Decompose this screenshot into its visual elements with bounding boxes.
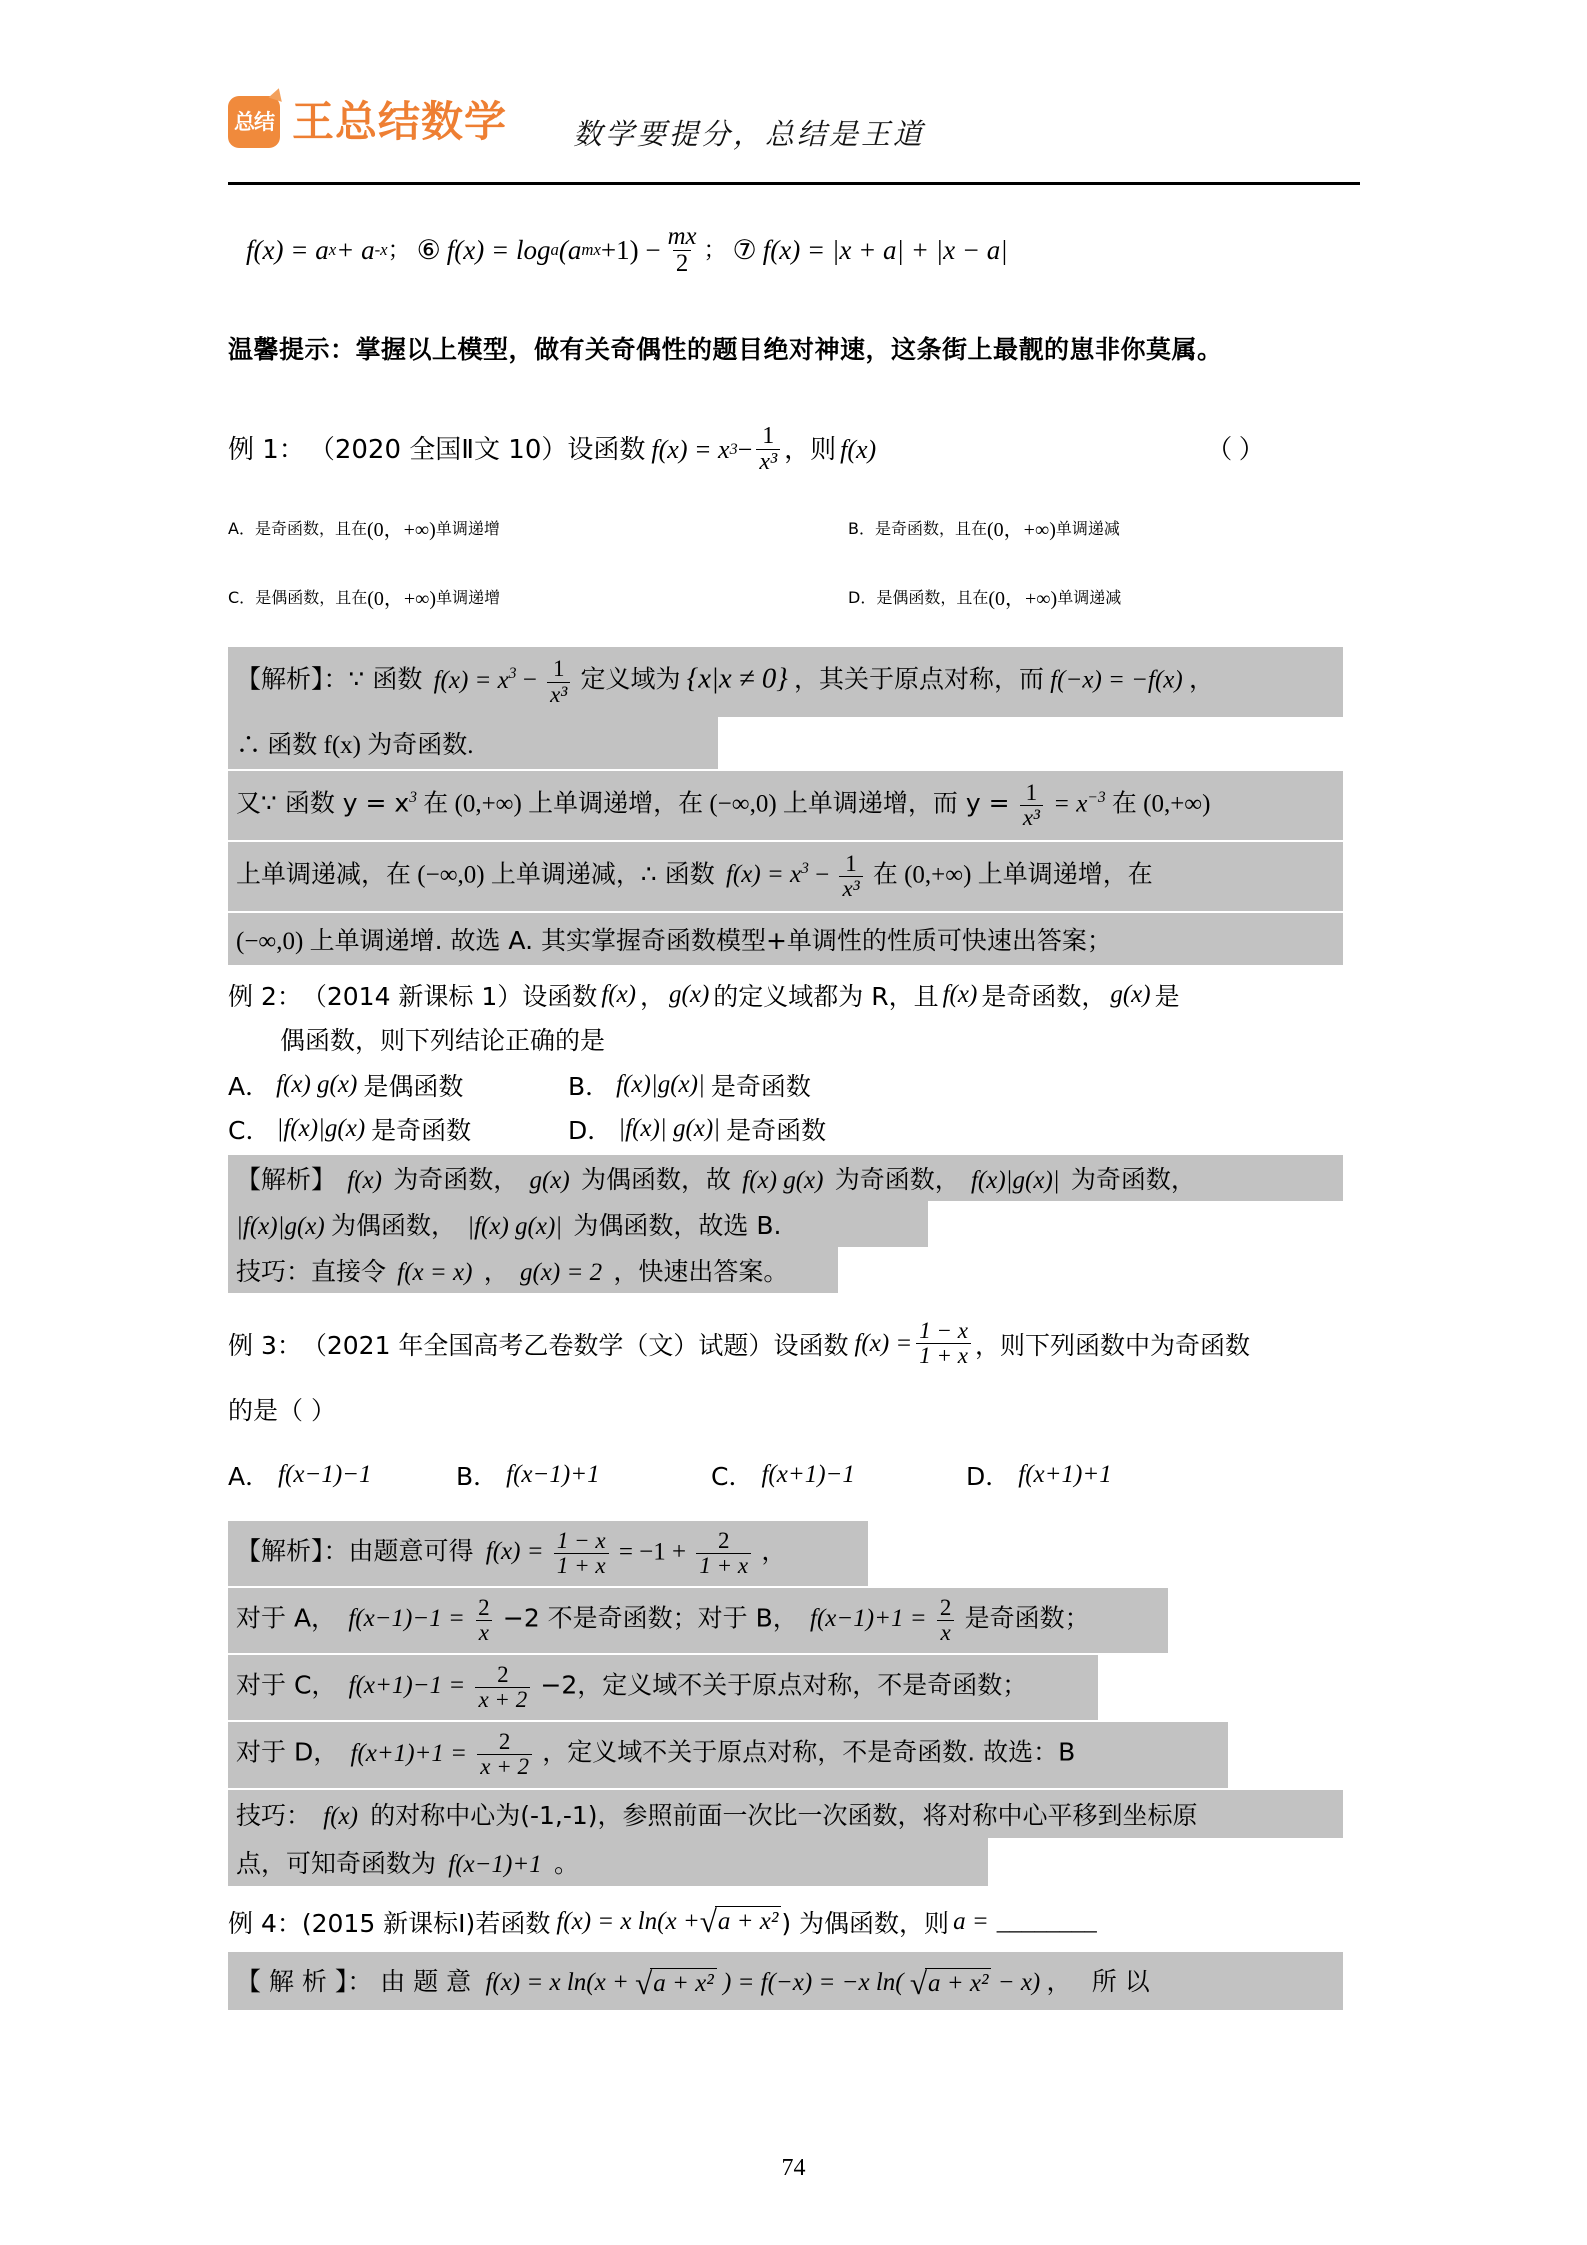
- example3-solution-line2: [228, 1588, 1168, 1653]
- example2-sol-l1e: 为奇函数，: [834, 1165, 960, 1195]
- example1-sol-l3b: 在: [423, 788, 449, 818]
- example1-option-d-text: 是偶函数，且在: [876, 588, 989, 608]
- example4-sol-l1-expr1: f(x) = x ln(x +: [485, 1968, 629, 1996]
- example3-solution-line6: [228, 1838, 988, 1886]
- example1-sol-l3-i2: (−∞,0): [709, 790, 777, 818]
- example3-frac-den: 1 + x: [916, 1343, 971, 1368]
- example1-fx-sup: 3: [729, 440, 738, 458]
- example1-sol-l3d: 上单调递增，而 y =: [782, 788, 1010, 818]
- example3-stem-a: 设函数: [773, 1330, 849, 1360]
- example3-solution-line4: [228, 1722, 1228, 1787]
- example4-source: (2015 新课标Ⅰ): [301, 1908, 476, 1938]
- example3-option-a[interactable]: [228, 1457, 456, 1493]
- example2-option-c[interactable]: [228, 1111, 568, 1147]
- example2-sol-l1b: 为奇函数，: [393, 1165, 519, 1195]
- example3-sol-l2-f2den: x: [937, 1620, 953, 1645]
- page-content: [228, 200, 1363, 2010]
- example2-solution-line3: [228, 1247, 838, 1293]
- example1-solution-line1: [228, 647, 1343, 716]
- example3-sol-l4-fnum: 2: [498, 1729, 511, 1755]
- example1-frac-denominator: x³: [756, 449, 780, 475]
- example3-option-d-expr: f(x+1)+1: [1018, 1460, 1112, 1488]
- example2-option-a[interactable]: [228, 1067, 568, 1103]
- example3-sol-l2c: 是奇函数；: [964, 1603, 1090, 1633]
- example4-sol-l1-mid: ) = f(−x) = −x ln(: [722, 1968, 904, 1996]
- example4-sol-radical2-icon: √: [909, 1966, 927, 2002]
- example4-solution-line1: [228, 1952, 1343, 2010]
- example1-sol-l4d: 上单调递增，在: [977, 859, 1153, 889]
- formula-line: [228, 224, 1363, 277]
- example1-sol-l3-frac-den: x³: [1020, 805, 1043, 830]
- example3-frac-num: 1 − x: [919, 1318, 968, 1344]
- example2-sol-l1a: 【解析】: [236, 1165, 337, 1195]
- example1-solution-line4: [228, 842, 1343, 911]
- example1-solution-line5: [228, 913, 1343, 965]
- brand-name: 王总结数学: [292, 97, 508, 146]
- example3-option-d-key: D．: [966, 1461, 1011, 1491]
- example1-solution-line2: ∴ 函数 f(x) 为奇函数.: [228, 717, 718, 769]
- example2-sol-l2b: 为偶函数，: [330, 1211, 456, 1241]
- example1-options-row2: [228, 582, 1363, 611]
- example1-sol-l4-fx: f(x) = x: [725, 861, 802, 889]
- example1-sol-l4c: 在: [872, 859, 898, 889]
- example3-sol-l2-expr2: f(x−1)+1 =: [810, 1605, 927, 1633]
- example1-sol-l1e: ，: [1188, 664, 1214, 694]
- example3-sol-l3b: −2，定义域不关于原点对称，不是奇函数；: [540, 1670, 1028, 1700]
- example3-stem-line1: [228, 1319, 1363, 1368]
- example2-option-d-expr: |f(x)| g(x)|: [618, 1115, 721, 1143]
- brand-logo: [228, 96, 507, 148]
- formula-item5-sup2: -x: [374, 240, 388, 260]
- example2-option-a-key: A．: [228, 1072, 271, 1102]
- example2-sol-l2a: |f(x)|g(x): [236, 1213, 325, 1241]
- example2-option-c-key: C．: [228, 1116, 271, 1146]
- example1-label: 例 1：: [228, 434, 305, 465]
- example1-option-a-tail: 单调递增: [435, 519, 500, 539]
- example3-sol-l4-expr: f(x+1)+1 =: [350, 1739, 468, 1767]
- formula-item5-plus: + a: [336, 235, 375, 266]
- example3-sol-l2-frac1: [475, 1596, 493, 1645]
- example1-option-b-text: 是奇函数，且在: [874, 519, 987, 539]
- example3-solution-line5: [228, 1790, 1343, 1838]
- example3-sol-l1-f1den: 1 + x: [554, 1553, 609, 1578]
- example4-blank: ________: [996, 1907, 1097, 1935]
- example2-sol-l3a: 技巧：直接令: [236, 1257, 387, 1287]
- formula-item7: f(x) = |x + a| + |x − a|: [762, 235, 1008, 266]
- example1-sol-l5-i1: (−∞,0): [236, 928, 304, 956]
- example1-sol-l3-fraction: [1020, 781, 1043, 830]
- example4-stem-b: ) 为偶函数，则: [781, 1908, 950, 1938]
- tip-line: 温馨提示：掌握以上模型，做有关奇偶性的题目绝对神速，这条街上最靓的崽非你莫属。: [228, 335, 1223, 365]
- example3-fraction: [916, 1319, 971, 1368]
- example2-solution: [228, 1155, 1363, 1293]
- example1-sol-l1c: ，其关于原点对称，而: [793, 664, 1044, 694]
- example3-sol-l4-fden: x + 2: [477, 1754, 532, 1779]
- example1-option-a[interactable]: [228, 513, 848, 542]
- formula-number-6: ⑥: [416, 235, 441, 266]
- example1-sol-l4-i2: (0,+∞): [904, 861, 972, 889]
- example1-option-d-key: D．: [848, 588, 877, 608]
- example3-sol-l3a: 对于 C，: [236, 1670, 337, 1700]
- example1-sol-l4a: 上单调递减，在: [236, 859, 412, 889]
- example3-sol-l4b: ，定义域不关于原点对称，不是奇函数. 故选：B: [542, 1737, 1076, 1767]
- example3-sol-l1a: 【解析】：由题意可得: [236, 1535, 474, 1565]
- example2-gx: g(x): [669, 981, 710, 1009]
- example3-sol-l1-frac2: [696, 1529, 751, 1578]
- example2-stem1d: 是: [1154, 982, 1180, 1012]
- example1-solution-line3: [228, 771, 1343, 840]
- example4-fx: f(x) = x ln(x +: [556, 1907, 700, 1935]
- example1-sol-l3-frac-num: 1: [1025, 779, 1038, 805]
- example2-sol-l3e: ，快速出答案。: [613, 1257, 789, 1287]
- example2-sol-l3c: ，: [483, 1257, 509, 1287]
- example1-source: （2020 全国Ⅱ文 10）: [308, 434, 568, 465]
- example4-sol-l1-comma: ，: [1046, 1966, 1072, 1996]
- example3-option-b-key: B．: [456, 1461, 499, 1491]
- example3-sol-l2-f2num: 2: [939, 1594, 952, 1620]
- example3-sol-l6-expr: f(x−1)+1: [448, 1850, 542, 1878]
- example1-option-a-interval: (0，+∞): [366, 519, 436, 542]
- example2-gx2: g(x): [1110, 981, 1151, 1009]
- example1-option-b[interactable]: [848, 513, 1120, 542]
- example3-option-b[interactable]: [456, 1457, 711, 1493]
- example3-sol-l3-fnum: 2: [497, 1662, 509, 1688]
- example3-option-c-key: C．: [711, 1461, 754, 1491]
- example2-stem-line2: 偶函数，则下列结论正确的是: [280, 1026, 606, 1056]
- example2-sol-l2d: 为偶函数，故选 B.: [573, 1211, 782, 1241]
- example1-option-d-interval: (0，+∞): [988, 588, 1058, 611]
- example4-label: 例 4：: [228, 1908, 302, 1938]
- example1-sol-l3f: 在: [1111, 788, 1137, 818]
- example3-sol-l5b: 的对称中心为(-1,-1)，参照前面一次比一次函数，将对称中心平移到坐标原: [370, 1800, 1198, 1830]
- example1-option-c-tail: 单调递增: [436, 588, 501, 608]
- example2-stem1b: 的定义域都为 R，且: [713, 982, 939, 1012]
- example3-stem-line2: 的是（ ）: [228, 1395, 336, 1425]
- example2-sol-l1-gx: g(x): [529, 1167, 570, 1195]
- example3-sol-l1-f1num: 1 − x: [556, 1527, 606, 1553]
- example1-sol-l1-sup: 3: [508, 665, 517, 683]
- example3-sol-l2-frac2: [937, 1596, 955, 1645]
- example1-sol-l4b: 上单调递减，∴ 函数: [490, 859, 715, 889]
- example1-frac-numerator: 1: [762, 423, 775, 450]
- example1-option-d-tail: 单调递减: [1057, 588, 1122, 608]
- formula-item6-frac-numerator: mx: [667, 223, 697, 250]
- example4-sol-l1-tail: − x): [997, 1968, 1041, 1996]
- example1-sol-l1-minus: −: [522, 666, 537, 694]
- example1-sol-l1d: f(−x) = −f(x): [1050, 666, 1183, 694]
- example3-option-a-expr: f(x−1)−1: [278, 1460, 372, 1488]
- example3-sol-l4a: 对于 D，: [236, 1737, 339, 1767]
- example2-stem1a: 设函数: [522, 982, 598, 1012]
- example1-option-c-text: 是偶函数，且在: [255, 588, 368, 608]
- example2-option-b-tail: 是奇函数: [710, 1072, 811, 1102]
- example3-sol-l3-frac: [475, 1663, 530, 1712]
- formula-item6-sup: mx: [581, 240, 601, 260]
- example1-sol-l5a: 上单调递增. 故选 A. 其实掌握奇函数模型+单调性的性质可快速出答案；: [309, 926, 1112, 956]
- formula-item5-sup1: x: [328, 240, 337, 260]
- example1-stem: [228, 424, 1363, 475]
- formula-item5-lhs: f(x) = a: [246, 235, 329, 266]
- example1-sol-l1-frac-den: x³: [547, 682, 570, 707]
- example4-sol-radical1-icon: √: [635, 1966, 653, 2002]
- header-divider: [228, 182, 1360, 185]
- example1-sol-l1-set: {x|x ≠ 0}: [686, 662, 788, 695]
- example2-source: （2014 新课标 1）: [301, 982, 523, 1012]
- example1-minus: −: [737, 434, 753, 464]
- example2-option-a-tail: 是偶函数: [363, 1072, 464, 1102]
- example4-sol-sqrt1-body: a + x²: [650, 1968, 716, 1999]
- example1-sol-l1-fraction: [547, 657, 570, 706]
- example3-sol-l6b: 。: [553, 1848, 579, 1878]
- formula-number-7: ⑦: [732, 235, 757, 266]
- example2-options-row1: [228, 1067, 1363, 1103]
- example3-sol-l5a: 技巧：: [236, 1800, 312, 1830]
- example2-comma: ，: [640, 982, 666, 1012]
- example2-stem1c: 是奇函数，: [981, 982, 1107, 1012]
- formula-sep-2: ；: [703, 237, 727, 264]
- example1-sol-l4-frac-num: 1: [845, 850, 857, 876]
- example1-stem-post: ，则: [784, 434, 837, 465]
- example2-sol-l1d: f(x) g(x): [742, 1167, 824, 1195]
- example3-sol-l2a: 对于 A，: [236, 1603, 337, 1633]
- example1-sol-l4-sup: 3: [801, 859, 809, 877]
- example2-sol-l1f: f(x)|g(x)|: [970, 1167, 1060, 1195]
- example2-option-c-expr: |f(x)|g(x): [276, 1115, 366, 1143]
- formula-item6-tail: +1) −: [600, 235, 661, 266]
- example3-option-d[interactable]: [966, 1457, 1112, 1493]
- example1-fx: f(x) = x: [651, 434, 730, 464]
- example4-sol-sqrt1: [635, 1966, 717, 2002]
- example2-option-d[interactable]: [568, 1111, 826, 1147]
- example3-solution-line3: [228, 1655, 1098, 1720]
- example2-sol-l1c: 为偶函数，故: [580, 1165, 731, 1195]
- example4-stem: [228, 1904, 1363, 1940]
- example3-sol-l6a: 点，可知奇函数为: [236, 1848, 437, 1878]
- example4-sol-l1a: 【 解 析 】： 由 题 意: [236, 1966, 472, 1996]
- example2-options-row2: [228, 1111, 1363, 1147]
- example1-option-c[interactable]: [228, 582, 848, 611]
- example3-source: （2021 年全国高考乙卷数学（文）试题）: [301, 1330, 774, 1360]
- formula-item6-sub: a: [550, 240, 559, 260]
- example1-sol-l3-i1: (0,+∞): [454, 790, 522, 818]
- formula-item6-fraction: [665, 224, 700, 277]
- example4-sqrt-body: a + x²: [715, 1906, 781, 1937]
- example1-sol-l3a: 又∵ 函数 y = x: [236, 788, 410, 818]
- example4-stem-a: 若函数: [475, 1908, 551, 1938]
- example2-sol-l2c: |f(x) g(x)|: [467, 1213, 563, 1241]
- example2-option-a-expr: f(x) g(x): [276, 1071, 358, 1099]
- example3-fx: f(x) =: [854, 1329, 913, 1357]
- example2-stem-line1: [228, 977, 1363, 1013]
- example3-sol-l1-frac1: [554, 1529, 609, 1578]
- example3-options-row: [228, 1457, 1363, 1493]
- example3-solution: [228, 1521, 1363, 1886]
- example3-sol-l5-fx: f(x): [323, 1802, 358, 1830]
- formula-item6-body: (a: [558, 235, 582, 266]
- example1-sol-l1-frac-num: 1: [552, 656, 565, 682]
- example3-sol-l1-f2den: 1 + x: [696, 1553, 751, 1578]
- example1-sol-l1a: 【解析】：∵ 函数: [236, 664, 423, 694]
- example4-a-eq: a =: [953, 1907, 989, 1935]
- example2-option-c-tail: 是奇函数: [371, 1116, 472, 1146]
- example3-sol-l2b: −2 不是奇函数；对于 B，: [502, 1603, 798, 1633]
- example3-sol-l2-expr: f(x−1)−1 =: [348, 1605, 465, 1633]
- example1-sol-l4-fraction: [839, 852, 862, 901]
- example1-option-b-interval: (0，+∞): [987, 519, 1056, 542]
- example1-fraction: [756, 424, 780, 475]
- example1-sol-l4-frac-den: x³: [839, 876, 862, 901]
- example3-sol-l1-eq: = −1 +: [618, 1537, 687, 1565]
- example2-option-b[interactable]: [568, 1067, 811, 1103]
- example2-solution-line2: [228, 1201, 928, 1247]
- example1-option-b-tail: 单调递减: [1055, 519, 1120, 539]
- example3-option-b-expr: f(x−1)+1: [506, 1460, 600, 1488]
- example1-sol-l3-i3: (0,+∞): [1143, 790, 1211, 818]
- example1-sol-l3-sup: 3: [409, 788, 417, 806]
- example3-solution-line1: [228, 1521, 868, 1586]
- example2-label: 例 2：: [228, 982, 302, 1012]
- example4-sol-sqrt2: [909, 1966, 992, 2002]
- example1-solution: [228, 647, 1363, 965]
- example1-sol-l4-minus: −: [815, 861, 830, 889]
- example4-sol-l1-end: 所 以: [1091, 1966, 1150, 1996]
- logo-badge-icon: 总结: [228, 96, 280, 148]
- page-header: [228, 88, 1360, 184]
- header-tagline: 数学要提分，总结是王道: [573, 119, 926, 151]
- example3-sol-l2-f1den: x: [476, 1620, 492, 1645]
- example3-sol-l1-fx: f(x) =: [485, 1537, 544, 1565]
- example1-option-b-key: B．: [848, 519, 875, 539]
- example1-stem-pre: 设函数: [567, 434, 646, 465]
- example1-option-c-key: C．: [228, 588, 256, 608]
- page-number: 74: [781, 2155, 806, 2181]
- example2-sol-l3d: g(x) = 2: [519, 1259, 603, 1287]
- example1-option-c-interval: (0，+∞): [367, 588, 437, 611]
- example4-sqrt: [700, 1906, 782, 1937]
- example2-option-d-tail: 是奇函数: [726, 1116, 827, 1146]
- example2-option-b-expr: f(x)|g(x)|: [616, 1071, 705, 1099]
- formula-item6-frac-denominator: 2: [673, 250, 691, 277]
- example1-fx2: f(x): [840, 434, 877, 464]
- example1-sol-l3c: 上单调递增，在: [528, 788, 704, 818]
- example4-sol-sqrt2-body: a + x²: [925, 1968, 991, 1999]
- example1-sol-l1b: 定义域为: [580, 664, 681, 694]
- example2-solution-line1: [228, 1155, 1343, 1201]
- example3-stem-b: ，则下列函数中为奇函数: [975, 1330, 1251, 1360]
- example2-sol-l1-fx: f(x): [347, 1167, 382, 1195]
- example1-option-a-text: 是奇函数，且在: [254, 519, 367, 539]
- example2-option-b-key: B．: [568, 1072, 611, 1102]
- formula-sep-1: ；: [387, 237, 411, 264]
- example3-sol-l3-fden: x + 2: [475, 1687, 530, 1712]
- example3-sol-l3-expr: f(x+1)−1 =: [348, 1672, 466, 1700]
- example2-fx2: f(x): [942, 981, 978, 1009]
- example1-sol-l4-i1: (−∞,0): [417, 861, 485, 889]
- example3-sol-l1-f2num: 2: [717, 1527, 730, 1553]
- example1-sol-l3e: = x: [1053, 790, 1088, 818]
- example1-option-d[interactable]: [848, 582, 1121, 611]
- example1-options-row1: [228, 513, 1363, 542]
- formula-item6-lhs: f(x) = log: [446, 235, 551, 266]
- example3-option-c-expr: f(x+1)−1: [761, 1460, 855, 1488]
- example1-sol-l1-fx: f(x) = x: [433, 666, 509, 694]
- example3-sol-l4-frac: [477, 1730, 532, 1779]
- example1-answer-bracket: （ ）: [1206, 434, 1265, 464]
- example4-radical-icon: √: [699, 1904, 717, 1939]
- example2-option-d-key: D．: [568, 1116, 613, 1146]
- example3-sol-l2-f1num: 2: [478, 1594, 490, 1620]
- example3-option-a-key: A．: [228, 1461, 271, 1491]
- example1-option-a-key: A．: [228, 519, 255, 539]
- example3-option-c[interactable]: [711, 1457, 966, 1493]
- example3-sol-l1-tail: ，: [761, 1535, 787, 1565]
- example2-fx: f(x): [601, 981, 637, 1009]
- example2-sol-l3b: f(x = x): [397, 1259, 473, 1287]
- example3-label: 例 3：: [228, 1330, 302, 1360]
- example1-sol-l3-sup2: −3: [1087, 788, 1106, 806]
- example2-sol-l1g: 为奇函数，: [1070, 1165, 1196, 1195]
